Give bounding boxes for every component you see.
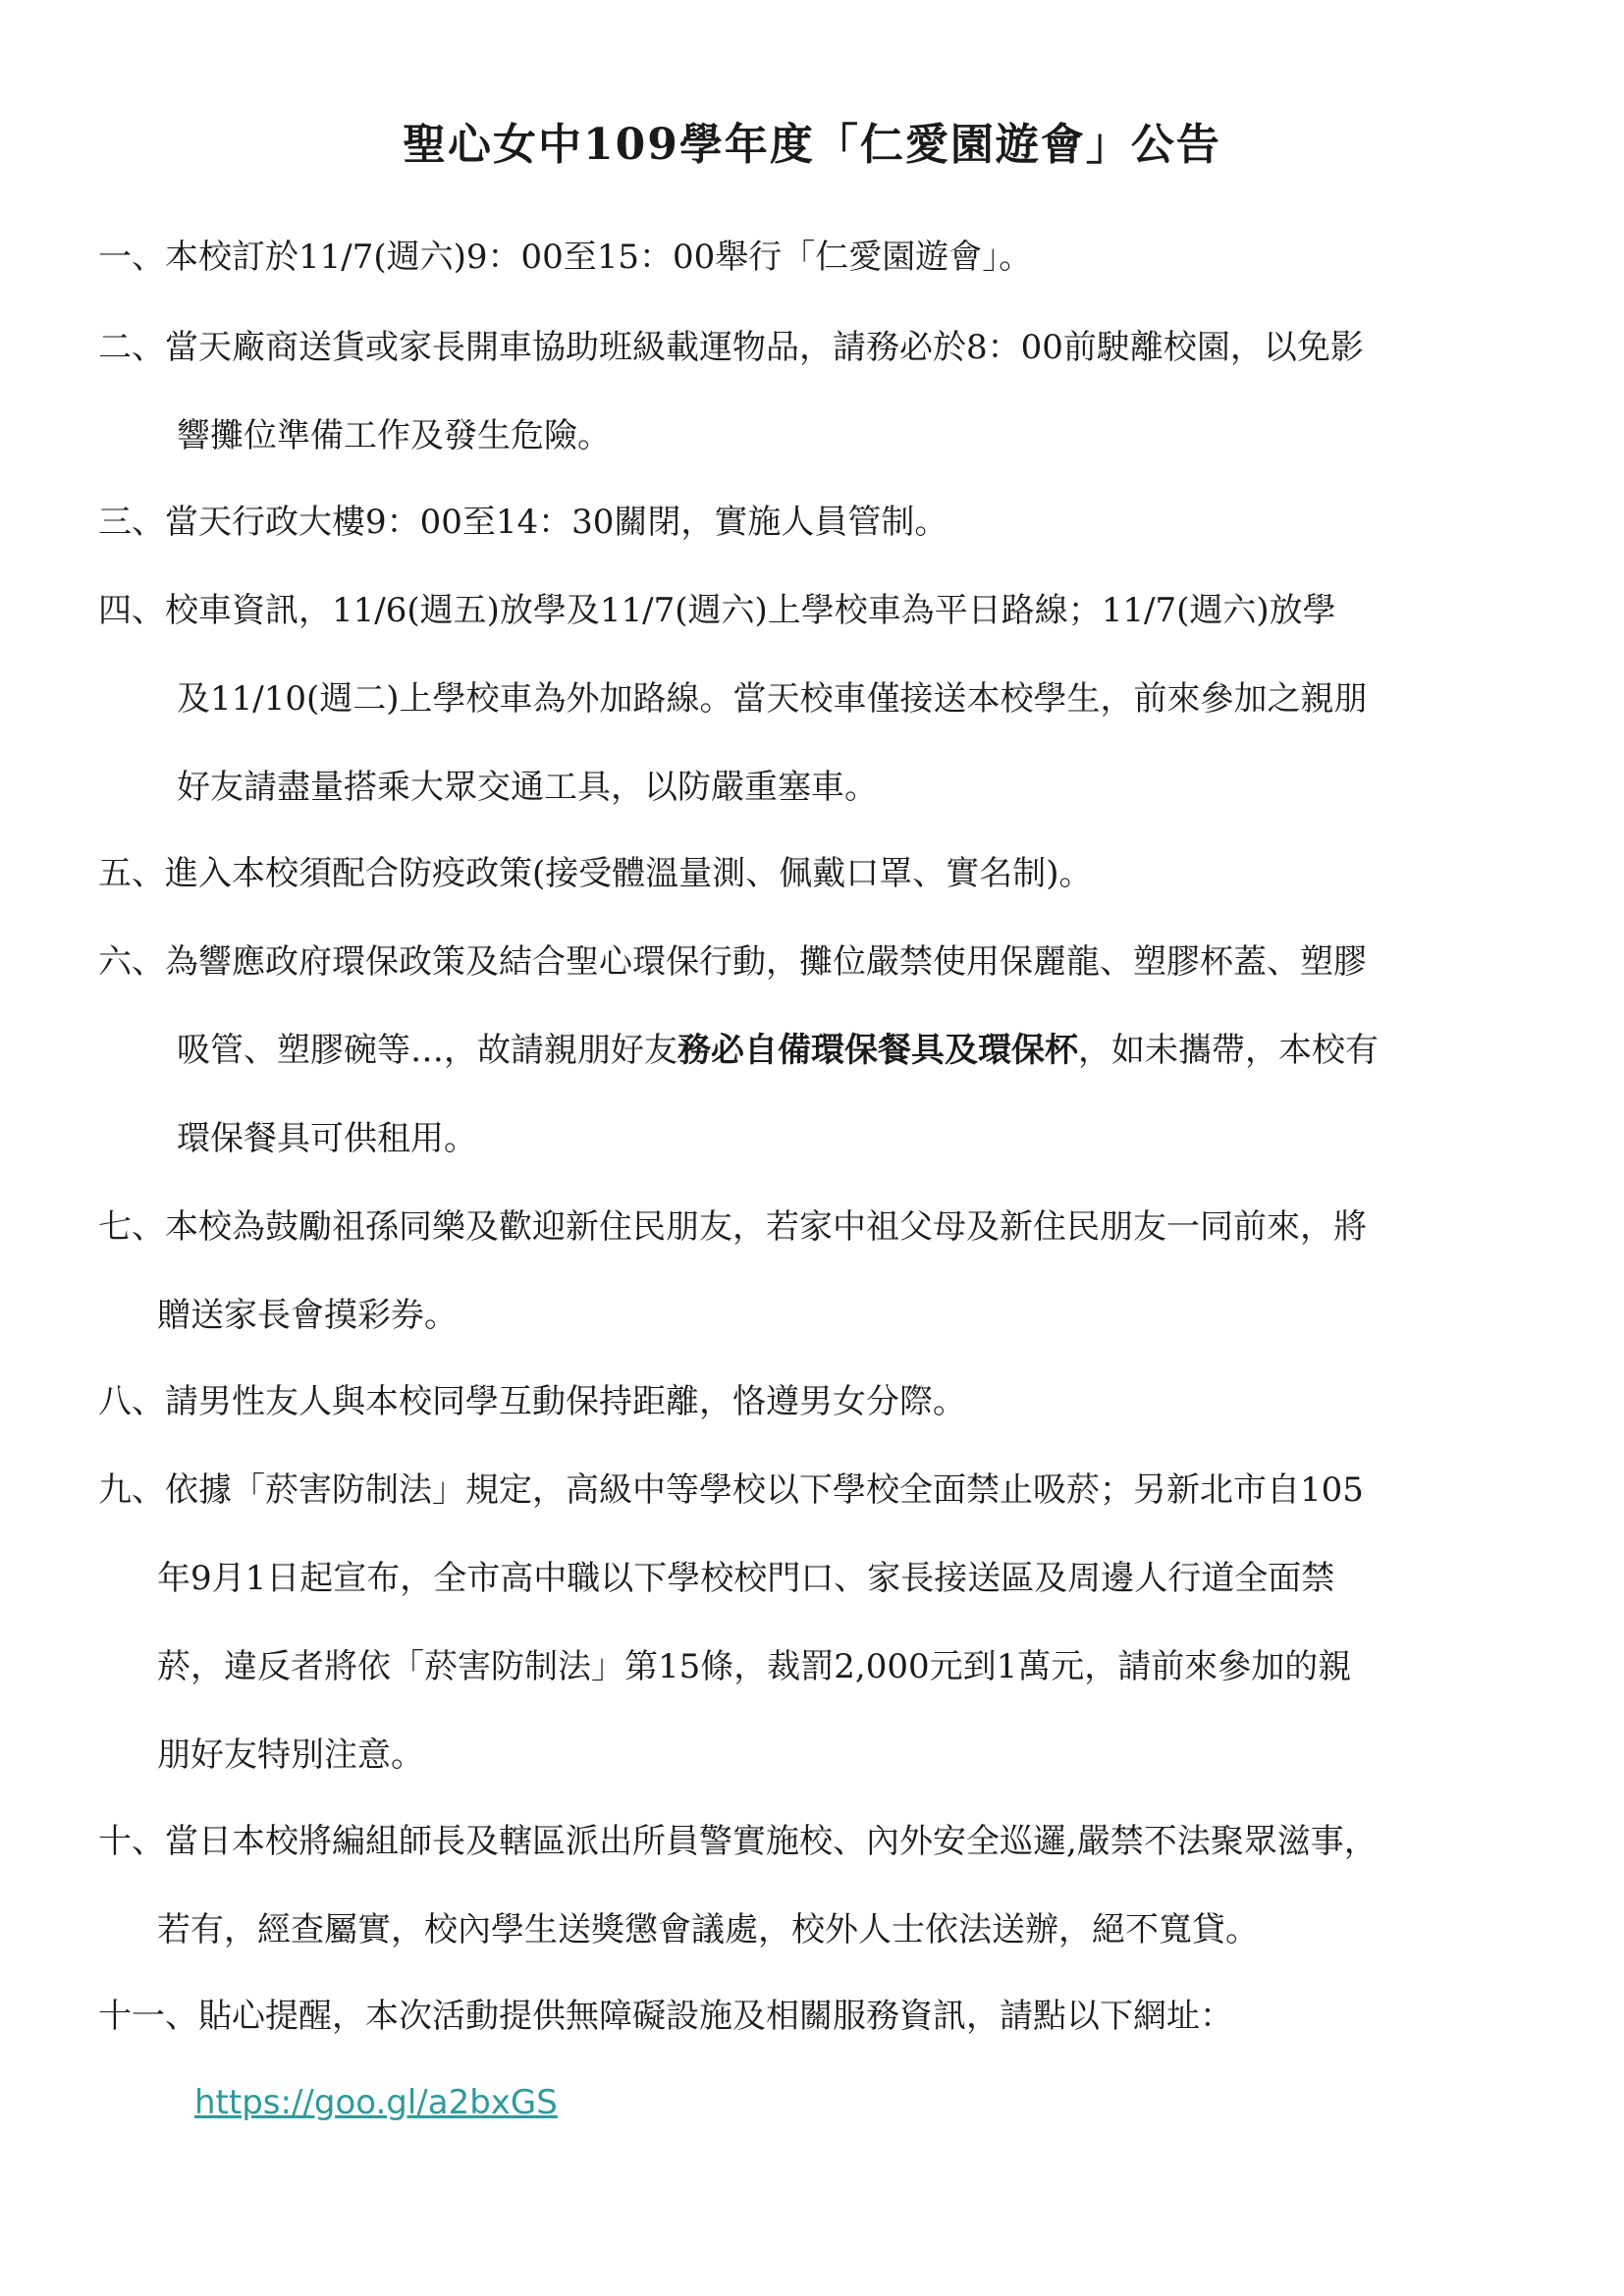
item-10-line-2: 若有，經查屬實，校內學生送獎懲會議處，校外人士依法送辦，絕不寬貸。: [157, 1910, 1259, 1949]
item-6-emphasis: 務必自備環保餐具及環保杯: [677, 1031, 1078, 1070]
item-6-line-2-pre: 吸管、塑膠碗等…，故請親朋好友: [177, 1031, 677, 1070]
item-4-line-2: 及11/10(週二)上學校車為外加路線。當天校車僅接送本校學生，前來參加之親朋: [177, 679, 1368, 719]
item-4-line-1: 四、校車資訊，11/6(週五)放學及11/7(週六)上學校車為平日路線；11/7(週六)放學: [98, 591, 1336, 630]
item-9-line-2: 年9月1日起宣布，全市高中職以下學校校門口、家長接送區及周邊人行道全面禁: [157, 1559, 1335, 1598]
item-9-line-4: 朋好友特別注意。: [157, 1735, 424, 1775]
item-5-line-1: 五、進入本校須配合防疫政策(接受體溫量測、佩戴口罩、實名制)。: [98, 854, 1093, 893]
item-6-line-3: 環保餐具可供租用。: [177, 1119, 477, 1158]
accessibility-info-link[interactable]: https://goo.gl/a2bxGS: [194, 2083, 558, 2122]
item-7-line-2: 贈送家長會摸彩券。: [157, 1296, 458, 1335]
page-title: 聖心女中109學年度「仁愛園遊會」公告: [403, 120, 1221, 170]
item-1-line-1: 一、本校訂於11/7(週六)9：00至15：00舉行「仁愛園遊會」。: [98, 238, 1033, 277]
item-11-line-1: 十一、貼心提醒，本次活動提供無障礙設施及相關服務資訊，請點以下網址：: [98, 1997, 1233, 2036]
item-4-line-3: 好友請盡量搭乘大眾交通工具，以防嚴重塞車。: [177, 768, 878, 807]
item-8-line-1: 八、請男性友人與本校同學互動保持距離，恪遵男女分際。: [98, 1382, 966, 1421]
item-7-line-1: 七、本校為鼓勵祖孫同樂及歡迎新住民朋友，若家中祖父母及新住民朋友一同前來，將: [98, 1207, 1367, 1247]
item-6-line-2-post: ，如未攜帶，本校有: [1078, 1031, 1379, 1070]
item-6-line-2: [177, 1027, 1379, 1074]
item-6-line-1: 六、為響應政府環保政策及結合聖心環保行動，攤位嚴禁使用保麗龍、塑膠杯蓋、塑膠: [98, 942, 1367, 982]
item-10-line-1: 十、當日本校將編組師長及轄區派出所員警實施校、內外安全巡邏,嚴禁不法聚眾滋事，: [98, 1822, 1378, 1861]
item-3-line-1: 三、當天行政大樓9：00至14：30關閉，實施人員管制。: [98, 503, 948, 542]
item-9-line-1: 九、依據「菸害防制法」規定，高級中等學校以下學校全面禁止吸菸；另新北市自105: [98, 1470, 1364, 1510]
item-9-line-3: 菸，違反者將依「菸害防制法」第15條，裁罰2,000元到1萬元，請前來參加的親: [157, 1647, 1352, 1686]
item-2-line-1: 二、當天廠商送貨或家長開車協助班級載運物品，請務必於8：00前駛離校園，以免影: [98, 328, 1364, 367]
item-2-line-2: 響攤位準備工作及發生危險。: [177, 416, 611, 455]
